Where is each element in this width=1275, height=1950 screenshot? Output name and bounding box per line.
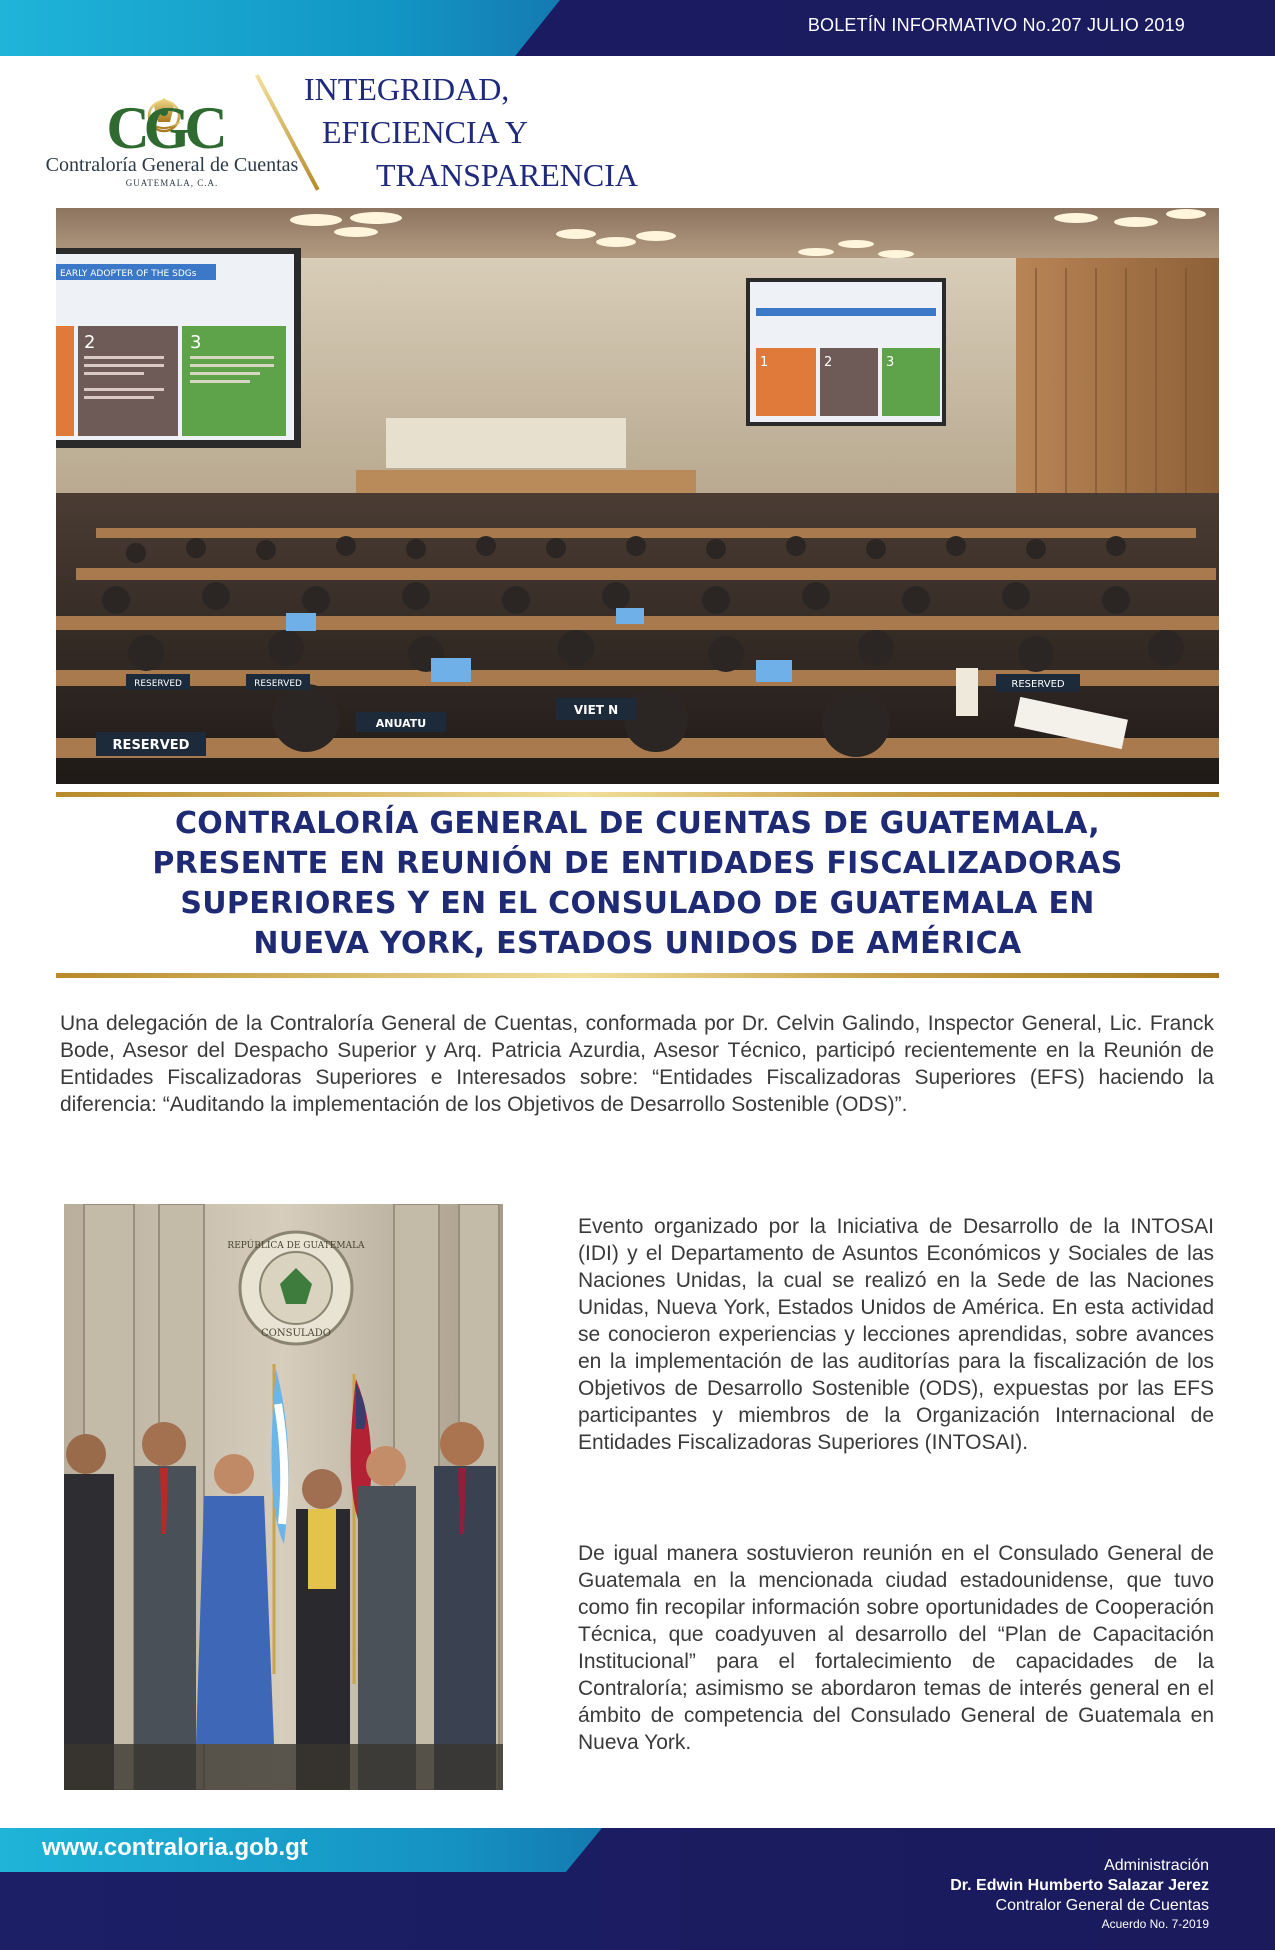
right-slide-number-3: 3	[886, 355, 895, 370]
desk-sign-5: VIET N	[573, 703, 619, 717]
footer	[0, 1828, 1275, 1950]
right-slide-number-2: 2	[824, 355, 833, 370]
logo-country: GUATEMALA, C.A.	[125, 178, 219, 188]
event-paragraph: Evento organizado por la Iniciativa de Desarrollo de la INTOSAI (IDI) y el Departamento de Asuntos Económicos y Sociales de las Naciones Unidas, la cual se realizó en la Sede de las Naciones Unidas, Nueva York, Estados Unidos de América. En esta actividad se conocieron experiencias y lecciones aprendidas, sobre avances en la implementación de las auditorías para la fiscalización de los Objetivos de Desarrollo Sostenible (ODS), expuestas por las EFS participantes y miembros de la Organización Internacional de Entidades Fiscalizadoras Superiores (INTOSAI).	[578, 1215, 1214, 1454]
headline-line-4: NUEVA YORK, ESTADOS UNIDOS DE AMÉRICA	[253, 926, 1022, 961]
left-slide-number-2: 2	[84, 332, 96, 353]
desk-sign-4: RESERVED	[112, 738, 190, 753]
headline-line-1: CONTRALORÍA GENERAL DE CUENTAS DE GUATEMALA,	[174, 806, 1100, 841]
motto-line-3: TRANSPARENCIA	[376, 157, 638, 193]
conference-photo-illustration	[56, 208, 1219, 784]
bulletin-title: BOLETÍN INFORMATIVO No.207 JULIO 2019	[807, 15, 1185, 35]
headline	[56, 804, 1219, 964]
cgc-monogram-icon	[84, 92, 244, 154]
seal-text-bottom: CONSULADO	[261, 1328, 331, 1339]
footer-signature	[950, 1856, 1209, 1932]
website-link[interactable]: www.contraloria.gob.gt	[42, 1834, 308, 1861]
headline-bottom-rule	[56, 973, 1219, 978]
cgc-logo	[36, 92, 306, 192]
logo-name: Contraloría General de Cuentas	[45, 154, 299, 176]
header-band	[0, 0, 1275, 56]
motto-line-1: INTEGRIDAD,	[304, 71, 510, 107]
motto-line-2: EFICIENCIA Y	[322, 114, 528, 150]
footer-name: Dr. Edwin Humberto Salazar Jerez	[950, 1877, 1209, 1894]
header-cyan-band	[0, 0, 560, 56]
left-slide-number-3: 3	[190, 332, 202, 353]
monogram-text: CGC	[106, 95, 222, 154]
desk-sign-1: RESERVED	[134, 679, 182, 689]
intro-paragraph: Una delegación de la Contraloría General de Cuentas, conformada por Dr. Celvin Galindo, Inspector General, Lic. Franck Bode, Asesor del Despacho Superior y Arq. Patricia Azurdia, Asesor Técnico, participó recientemente en la Reunión de Entidades Fiscalizadoras Superiores e Interesados sobre: “Entidades Fiscalizadoras Superiores (EFS) haciendo la diferencia: “Auditando la implementación de los Objetivos de Desarrollo Sostenible (ODS)”.	[60, 1012, 1214, 1116]
headline-top-rule	[56, 792, 1219, 797]
desk-sign-2: RESERVED	[254, 679, 302, 689]
consulate-paragraph: De igual manera sostuvieron reunión en el Consulado General de Guatemala en la mencionada ciudad estadounidense, que tuvo como fin recopilar información sobre oportunidades de Cooperación Técnica, que coadyuven al desarrollo del “Plan de Capacitación Institucional” para el fortalecimiento de capacidades de la Contraloría; asimismo se abordaron temas de interés general en el ámbito de competencia del Consulado General de Guatemala en Nueva York.	[578, 1542, 1214, 1754]
footer-role: Contralor General de Cuentas	[995, 1897, 1209, 1914]
headline-line-3: SUPERIORES Y EN EL CONSULADO DE GUATEMALA EN	[180, 886, 1095, 921]
seal-text-top: REPÚBLICA DE GUATEMALA	[227, 1241, 365, 1251]
footer-admin-label: Administración	[1104, 1857, 1209, 1874]
desk-sign-3: RESERVED	[1011, 679, 1065, 690]
conference-room-photo	[56, 208, 1219, 784]
footer-acuerdo: Acuerdo No. 7-2019	[1101, 1917, 1209, 1931]
left-slide-header: EARLY ADOPTER OF THE SDGs	[60, 269, 197, 279]
desk-sign-6: ANUATU	[375, 717, 427, 730]
headline-line-2: PRESENTE EN REUNIÓN DE ENTIDADES FISCALIZADORAS	[152, 846, 1123, 881]
right-slide-number-1: 1	[760, 355, 769, 370]
consulate-group-photo	[64, 1204, 503, 1790]
group-photo-illustration	[64, 1204, 503, 1790]
